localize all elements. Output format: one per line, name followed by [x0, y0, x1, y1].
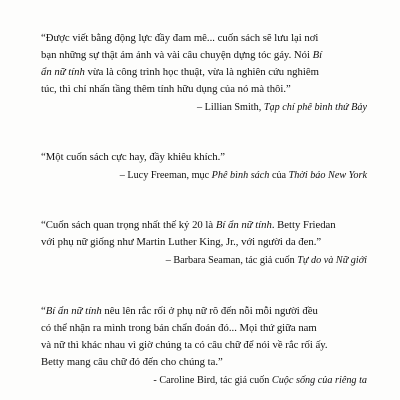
quote-block: [41, 30, 367, 115]
quote-attribution: – Lillian Smith, Tạp chí phê bình thứ Bảy: [197, 102, 367, 113]
quote-text: [41, 149, 363, 166]
quote-line: có thể nhận ra mình trong bản chẩn đoán đó... Mọi thứ giữa nam: [41, 322, 317, 334]
quote-attribution: – Lucy Freeman, mục Phê bình sách của Thời báo New York: [119, 170, 367, 181]
quote-line: và nữ thì khác nhau vì giờ chúng ta có câu chữ để nói về rắc rối ấy.: [41, 339, 328, 351]
quote-attribution: – Barbara Seaman, tác giả cuốn Tự do và Nữ giới: [165, 255, 367, 266]
quote-line: “Được viết bằng động lực đầy đam mê... cuốn sách sẽ lưu lại nơi: [41, 32, 319, 44]
quote-line: túc, thì chỉ nhấn tầng thêm tính hữu dụng của nó mà thôi.”: [41, 83, 291, 95]
quote-line: bạn những sự thật ám ảnh và vài câu chuyện dựng tóc gáy. Nói Bí: [41, 49, 323, 61]
quote-line: Betty mang câu chữ đó đến cho chúng ta.”: [41, 356, 223, 368]
quote-block: [41, 303, 367, 388]
quote-text: [41, 217, 363, 251]
quote-text: [41, 303, 363, 371]
quote-block: [41, 217, 367, 268]
quote-block: [41, 149, 367, 183]
quote-line: với phụ nữ giống như Martin Luther King, Jr., với người da đen.”: [41, 236, 322, 248]
quote-line: ẩn nữ tính vừa là công trình học thuật, vừa là nghiên cứu nghiêm: [41, 66, 319, 78]
quote-line: “Bí ẩn nữ tính nêu lên rắc rối ở phụ nữ rõ đến nỗi mỗi người đều: [41, 305, 318, 317]
quote-line: “Cuốn sách quan trọng nhất thế kỷ 20 là Bí ẩn nữ tính. Betty Friedan: [41, 219, 336, 231]
quote-text: [41, 30, 363, 98]
quote-attribution: - Caroline Bird, tác giả cuốn Cuộc sống của riêng ta: [153, 375, 367, 386]
quote-line: “Một cuốn sách cực hay, đầy khiêu khích.”: [41, 151, 226, 163]
